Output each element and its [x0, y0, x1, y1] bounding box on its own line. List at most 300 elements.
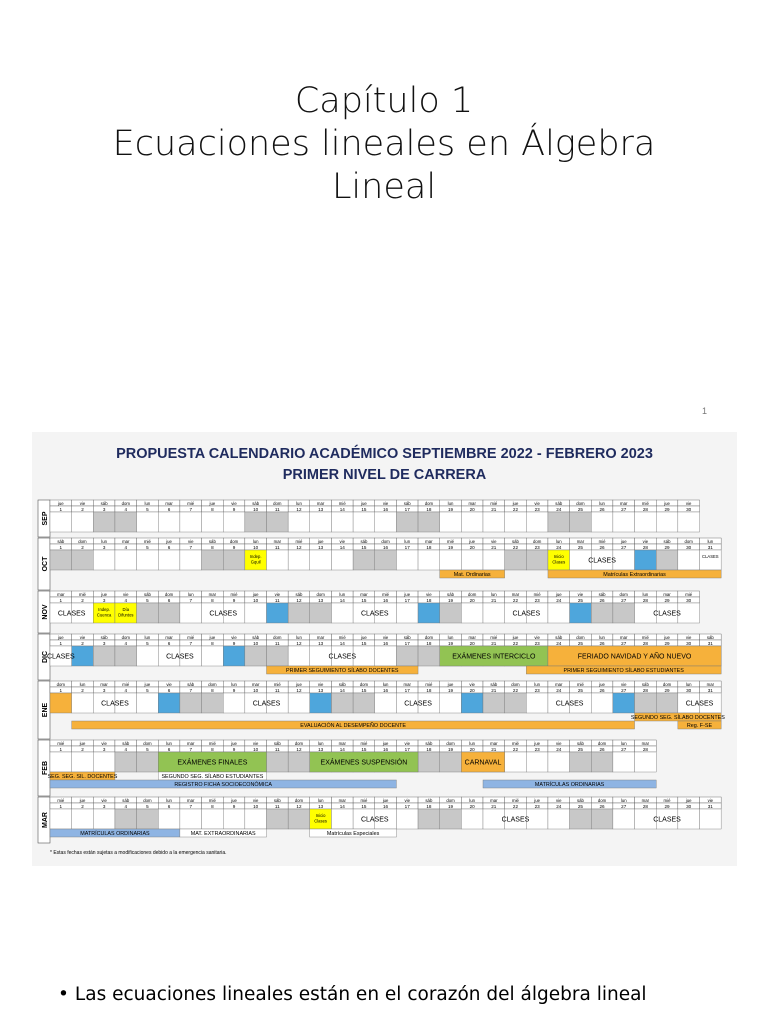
day-number: 14	[339, 641, 345, 646]
day-cell	[137, 646, 159, 666]
month-label: OCT	[42, 556, 49, 572]
weekday-label: dom	[273, 635, 282, 640]
weekday-label: mié	[360, 741, 368, 746]
day-cell	[418, 752, 440, 772]
day-cell	[353, 646, 375, 666]
day-cell	[418, 809, 440, 829]
weekday-label: jue	[404, 592, 411, 597]
weekday-label: vie	[556, 798, 562, 803]
weekday-label: jue	[447, 682, 454, 687]
event-bar-label: REGISTRO FICHA SOCIOECONÓMICA	[174, 782, 273, 788]
day-number: 6	[167, 688, 171, 693]
day-cell	[202, 550, 224, 570]
day-number: 2	[81, 545, 84, 550]
weekday-label: lun	[642, 592, 649, 597]
day-number: 11	[274, 598, 280, 603]
weekday-label: sáb	[512, 539, 519, 544]
day-note: Difuntos	[118, 612, 134, 618]
day-number: 27	[621, 804, 627, 809]
day-cell	[353, 693, 375, 713]
day-number: 8	[211, 507, 214, 512]
weekday-label: vie	[469, 682, 475, 687]
weekday-label: jue	[555, 592, 562, 597]
weekday-label: dom	[381, 539, 390, 544]
day-cell	[678, 603, 700, 623]
weekday-label: jue	[209, 635, 216, 640]
weekday-label: vie	[620, 682, 627, 687]
day-cell	[93, 646, 115, 666]
weekday-label: vie	[101, 798, 107, 803]
title-line-2: Ecuaciones lineales en Álgebra	[112, 124, 656, 164]
day-number: 3	[102, 688, 106, 693]
day-number: 9	[232, 507, 236, 512]
event-bar-label: Matrículas Extraordinarias	[603, 572, 666, 578]
day-number: 6	[167, 545, 171, 550]
weekday-label: mar	[468, 635, 476, 640]
weekday-label: jue	[620, 539, 627, 544]
day-cell	[180, 603, 202, 623]
event-bar-label: MATRÍCULAS ORDINARIAS	[534, 782, 605, 788]
weekday-label: sáb	[273, 741, 281, 746]
day-cell	[288, 752, 310, 772]
day-number: 23	[534, 598, 540, 603]
day-cell	[613, 752, 635, 772]
weekday-label: vie	[382, 501, 389, 506]
weekday-label: vie	[382, 635, 389, 640]
weekday-label: vie	[685, 501, 692, 506]
weekday-label: dom	[597, 798, 607, 803]
month-label: DIC	[42, 650, 49, 664]
day-cell	[288, 809, 310, 829]
day-number: 17	[404, 507, 410, 512]
day-cell	[310, 550, 332, 570]
day-cell	[288, 646, 310, 666]
day-cell	[613, 603, 635, 623]
weekday-label: lun	[555, 539, 562, 544]
day-cell	[440, 603, 462, 623]
weekday-label: dom	[359, 682, 369, 687]
weekday-label: mié	[295, 539, 303, 544]
weekday-label: sáb	[252, 635, 260, 640]
weekday-label: vie	[231, 501, 237, 506]
day-number: 26	[599, 641, 605, 646]
day-number: 6	[167, 747, 171, 752]
weekday-label: sáb	[598, 592, 606, 597]
weekday-label: lun	[166, 741, 172, 746]
day-cell	[137, 693, 159, 713]
weekday-label: lun	[534, 682, 540, 687]
day-number: 26	[599, 688, 605, 693]
event-bar-label: MAT. EXTRAORDINARIAS	[190, 831, 256, 837]
day-number: 5	[146, 598, 149, 603]
day-number: 13	[318, 688, 324, 693]
weekday-label: sáb	[641, 682, 649, 687]
weekday-label: dom	[619, 592, 628, 597]
classes-label: CLASES	[209, 610, 238, 618]
weekday-label: sáb	[555, 501, 563, 506]
day-number: 2	[81, 747, 84, 752]
day-number: 4	[124, 598, 128, 603]
day-cell	[440, 752, 462, 772]
day-cell	[700, 550, 722, 570]
day-cell	[267, 603, 289, 623]
day-number: 4	[124, 747, 128, 752]
weekday-label: vie	[404, 798, 410, 803]
weekday-label: lun	[101, 539, 107, 544]
day-cell	[526, 550, 548, 570]
day-cell	[418, 646, 440, 666]
day-number: 21	[491, 804, 497, 809]
day-number: 25	[577, 747, 583, 752]
day-number: 17	[404, 747, 410, 752]
slide-title	[0, 80, 768, 209]
day-cell	[50, 512, 72, 532]
weekday-label: mié	[425, 682, 433, 687]
weekday-label: mié	[447, 539, 454, 544]
day-number: 19	[447, 507, 454, 512]
day-number: 29	[664, 641, 670, 646]
weekday-label: sáb	[295, 592, 303, 597]
event-bar-label: Reg. F-SE	[686, 723, 713, 729]
day-number: 18	[426, 747, 432, 752]
weekday-label: mié	[338, 635, 346, 640]
day-cell	[656, 550, 678, 570]
day-cell	[678, 550, 700, 570]
day-number: 8	[211, 641, 214, 646]
weekday-label: mié	[576, 682, 584, 687]
classes-label: CLASES	[588, 557, 616, 565]
day-number: 17	[404, 804, 410, 809]
day-number: 12	[296, 545, 302, 550]
weekday-label: vie	[426, 592, 432, 597]
day-cell	[267, 512, 289, 532]
day-number: 20	[469, 598, 475, 603]
weekday-label: sáb	[403, 501, 411, 506]
weekday-label: sáb	[425, 798, 433, 803]
bullet-item: • Las ecuaciones lineales están en el corazón del álgebra lineal	[58, 984, 758, 1006]
day-cell	[461, 693, 483, 713]
day-number: 27	[621, 688, 627, 693]
weekday-label: sáb	[360, 539, 368, 544]
day-cell	[396, 603, 418, 623]
weekday-label: vie	[556, 741, 562, 746]
day-cell	[483, 550, 505, 570]
day-number: 29	[664, 507, 670, 512]
weekday-label: sáb	[208, 539, 216, 544]
day-number: 11	[274, 545, 280, 550]
weekday-label: mié	[273, 682, 281, 687]
weekday-label: dom	[316, 592, 325, 597]
weekday-label: sáb	[425, 741, 433, 746]
day-number: 27	[621, 598, 627, 603]
day-number: 11	[274, 804, 280, 809]
weekday-label: sáb	[122, 741, 130, 746]
weekday-label: mar	[338, 741, 346, 746]
weekday-label: dom	[597, 741, 607, 746]
day-cell	[180, 809, 202, 829]
day-number: 19	[447, 804, 454, 809]
day-number: 14	[339, 545, 345, 550]
day-number: 23	[534, 507, 540, 512]
day-note: CLASES	[702, 554, 719, 559]
day-number: 9	[232, 804, 236, 809]
day-number: 13	[318, 545, 324, 550]
weekday-label: jue	[101, 592, 107, 597]
day-number: 10	[253, 747, 259, 752]
weekday-label: lun	[469, 798, 476, 803]
weekday-label: jue	[382, 741, 389, 746]
day-number: 5	[146, 688, 149, 693]
day-number: 18	[426, 641, 432, 646]
day-number: 15	[361, 507, 367, 512]
day-number: 5	[146, 507, 149, 512]
weekday-label: sáb	[663, 539, 671, 544]
day-number: 1	[59, 688, 63, 693]
day-cell	[656, 693, 678, 713]
day-number: 23	[534, 688, 540, 693]
day-cell	[93, 809, 115, 829]
day-number: 2	[81, 598, 84, 603]
day-number: 20	[469, 804, 475, 809]
event-bar-label: PRIMER SEGUIMIENTO SÍLABO ESTUDIANTES	[563, 668, 684, 674]
day-number: 4	[124, 641, 128, 646]
day-number: 26	[599, 804, 605, 809]
weekday-label: mié	[360, 798, 368, 803]
day-cell	[375, 646, 397, 666]
day-cell	[548, 603, 570, 623]
day-number: 2	[81, 688, 84, 693]
weekday-label: jue	[57, 635, 64, 640]
day-number: 26	[599, 507, 605, 512]
day-number: 16	[383, 747, 389, 752]
weekday-label: mié	[663, 798, 671, 803]
day-cell	[245, 512, 267, 532]
weekday-label: lun	[144, 635, 151, 640]
day-number: 8	[211, 598, 214, 603]
day-number: 7	[189, 598, 193, 603]
day-number: 22	[512, 641, 519, 646]
day-number: 27	[621, 747, 627, 752]
day-cell	[137, 550, 159, 570]
day-number: 28	[642, 545, 648, 550]
weekday-label: jue	[534, 798, 540, 803]
weekday-label: vie	[339, 539, 346, 544]
weekday-label: mié	[143, 539, 151, 544]
weekday-label: dom	[467, 592, 477, 597]
weekday-label: vie	[252, 741, 259, 746]
day-cell	[570, 512, 592, 532]
weekday-label: mar	[187, 741, 195, 746]
day-number: 17	[404, 688, 410, 693]
weekday-label: mié	[641, 635, 649, 640]
day-number: 1	[59, 507, 63, 512]
day-number: 4	[124, 545, 128, 550]
weekday-label: mar	[338, 798, 346, 803]
day-number: 4	[124, 804, 128, 809]
event-bar-label: Matrículas Especiales	[326, 831, 380, 837]
day-number: 19	[447, 641, 454, 646]
day-cell	[570, 603, 592, 623]
day-number: 24	[556, 804, 562, 809]
day-number: 24	[556, 641, 562, 646]
day-number: 8	[211, 545, 214, 550]
weekday-label: sáb	[57, 539, 65, 544]
day-number: 29	[664, 598, 670, 603]
day-number: 9	[232, 747, 236, 752]
classes-label: CLASES	[653, 610, 681, 618]
day-note: Cuenca	[96, 612, 112, 618]
weekday-label: dom	[143, 741, 152, 746]
classes-label: CLASES	[501, 816, 530, 824]
day-cell	[288, 512, 310, 532]
day-number: 17	[404, 545, 410, 550]
day-number: 18	[426, 507, 432, 512]
weekday-label: lun	[187, 592, 194, 597]
day-number: 24	[556, 688, 562, 693]
day-number: 25	[577, 507, 583, 512]
day-cell	[570, 809, 592, 829]
day-cell	[288, 550, 310, 570]
day-number: 25	[577, 804, 583, 809]
weekday-label: mar	[165, 635, 173, 640]
day-cell	[223, 809, 245, 829]
weekday-label: mar	[251, 682, 260, 687]
weekday-label: lun	[166, 798, 172, 803]
day-number: 9	[232, 641, 236, 646]
weekday-label: mar	[555, 682, 563, 687]
weekday-label: dom	[532, 539, 542, 544]
day-cell	[613, 809, 635, 829]
day-number: 28	[642, 688, 648, 693]
day-cell	[50, 693, 72, 713]
day-cell	[137, 512, 159, 532]
day-number: 21	[491, 598, 497, 603]
day-number: 8	[211, 747, 214, 752]
day-note: Inicio	[553, 554, 564, 559]
month-label: SEP	[42, 511, 49, 526]
weekday-label: lun	[79, 682, 86, 687]
weekday-label: sáb	[555, 635, 563, 640]
event-bar-label: Mat. Ordinarias	[453, 572, 491, 578]
event-bar-label: SEGUNDO SEG. SÍLABO ESTUDIANTES	[161, 774, 264, 780]
day-number: 30	[686, 688, 692, 693]
day-number: 29	[664, 545, 670, 550]
month-label: MAR	[42, 812, 49, 828]
weekday-label: lun	[685, 682, 692, 687]
day-number: 4	[124, 507, 128, 512]
day-number: 17	[404, 641, 410, 646]
weekday-label: sáb	[100, 635, 108, 640]
day-number: 1	[59, 747, 63, 752]
day-number: 27	[621, 641, 627, 646]
weekday-label: lun	[144, 501, 151, 506]
weekday-label: lun	[707, 539, 714, 544]
day-cell	[375, 693, 397, 713]
day-number: 27	[621, 545, 627, 550]
day-cell	[548, 752, 570, 772]
day-cell	[223, 550, 245, 570]
day-number: 18	[426, 688, 432, 693]
weekday-label: mar	[576, 539, 585, 544]
weekday-label: lun	[447, 635, 454, 640]
day-cell	[591, 603, 613, 623]
classes-label: CLASES	[101, 700, 129, 708]
day-cell	[591, 512, 613, 532]
classes-label: CLASES	[360, 610, 389, 618]
day-number: 18	[426, 804, 432, 809]
day-number: 2	[81, 804, 84, 809]
weekday-label: jue	[296, 682, 302, 687]
weekday-label: lun	[339, 592, 346, 597]
day-number: 31	[707, 804, 713, 809]
calendar-grid	[32, 432, 737, 866]
day-cell	[158, 693, 180, 713]
day-cell	[310, 603, 332, 623]
weekday-label: vie	[123, 592, 129, 597]
day-cell	[505, 550, 527, 570]
title-line-3: Lineal	[331, 167, 437, 207]
weekday-label: lun	[382, 682, 389, 687]
day-number: 24	[556, 747, 562, 752]
weekday-label: sáb	[403, 635, 411, 640]
weekday-label: vie	[79, 501, 86, 506]
page-number: 1	[702, 406, 708, 416]
weekday-label: jue	[664, 635, 670, 640]
day-number: 29	[664, 804, 670, 809]
event-bar-label: SEGUNDO SEG. SÍLABO DOCENTES	[630, 715, 725, 721]
event-bar-label: MATRÍCULAS ORDINARIAS	[80, 831, 150, 837]
weekday-label: mié	[122, 682, 130, 687]
event-span-label: CARNAVAL	[464, 759, 502, 767]
day-number: 10	[253, 598, 259, 603]
day-cell	[526, 809, 548, 829]
title-line-1: Capítulo 1	[294, 81, 474, 121]
day-cell	[548, 512, 570, 532]
day-number: 28	[642, 507, 648, 512]
weekday-label: lun	[469, 741, 476, 746]
weekday-label: dom	[662, 682, 672, 687]
weekday-label: mié	[208, 798, 216, 803]
day-number: 6	[167, 641, 171, 646]
day-cell	[613, 512, 635, 532]
day-cell	[331, 693, 353, 713]
weekday-label: mié	[79, 592, 86, 597]
day-number: 18	[426, 598, 432, 603]
weekday-label: lun	[599, 501, 605, 506]
day-number: 15	[361, 598, 367, 603]
day-number: 13	[318, 507, 324, 512]
day-cell	[505, 512, 527, 532]
day-number: 9	[232, 688, 236, 693]
classes-label: CLASES	[252, 700, 281, 708]
day-number: 21	[491, 688, 497, 693]
day-number: 22	[512, 598, 519, 603]
day-note: Gquil	[250, 559, 261, 565]
weekday-label: vie	[404, 741, 410, 746]
day-number: 16	[383, 688, 389, 693]
day-number: 3	[102, 507, 106, 512]
weekday-label: jue	[166, 539, 172, 544]
day-cell	[635, 512, 657, 532]
day-number: 6	[167, 507, 171, 512]
day-number: 15	[361, 545, 367, 550]
day-number: 28	[642, 747, 648, 752]
classes-label: CLASES	[57, 610, 86, 618]
day-cell	[331, 809, 353, 829]
weekday-label: jue	[361, 635, 367, 640]
classes-label: CLASES	[166, 653, 194, 661]
day-cell	[223, 646, 245, 666]
